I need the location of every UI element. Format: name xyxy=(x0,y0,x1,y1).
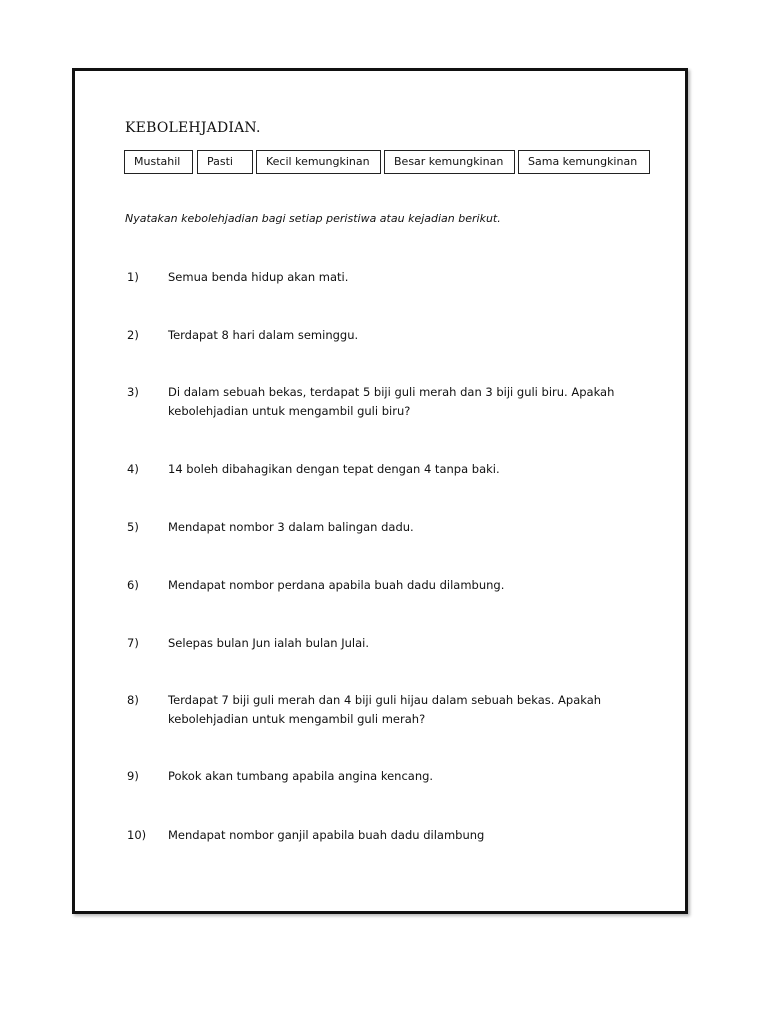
question-text: Mendapat nombor 3 dalam balingan dadu. xyxy=(168,520,414,534)
question-number: 4) xyxy=(127,462,139,476)
question-text: Pokok akan tumbang apabila angina kencang. xyxy=(168,769,434,783)
worksheet-title: KEBOLEHJADIAN. xyxy=(125,120,261,136)
question-text: Terdapat 7 biji guli merah dan 4 biji guli hijau dalam sebuah bekas. Apakah kebolehjadian untuk mengambil guli merah? xyxy=(168,693,602,726)
question-number: 6) xyxy=(127,578,139,592)
option-box-mustahil: Mustahil xyxy=(124,150,193,174)
question-number: 9) xyxy=(127,769,139,783)
page-border-frame xyxy=(72,68,688,914)
question-text: Mendapat nombor perdana apabila buah dadu dilambung. xyxy=(168,578,505,592)
question-number: 8) xyxy=(127,693,139,707)
question-text: Selepas bulan Jun ialah bulan Julai. xyxy=(168,636,370,650)
question-text: Mendapat nombor ganjil apabila buah dadu dilambung xyxy=(168,828,485,842)
option-box-besar-kemungkinan: Besar kemungkinan xyxy=(384,150,515,174)
question-number: 5) xyxy=(127,520,139,534)
question-text: Di dalam sebuah bekas, terdapat 5 biji guli merah dan 3 biji guli biru. Apakah kebolehjadian untuk mengambil guli biru? xyxy=(168,385,615,418)
question-number: 3) xyxy=(127,385,139,399)
question-number: 1) xyxy=(127,270,139,284)
instruction-text: Nyatakan kebolehjadian bagi setiap peristiwa atau kejadian berikut. xyxy=(125,212,501,225)
question-number: 7) xyxy=(127,636,139,650)
question-text: Semua benda hidup akan mati. xyxy=(168,270,349,284)
question-number: 2) xyxy=(127,328,139,342)
option-box-pasti: Pasti xyxy=(197,150,253,174)
question-text: Terdapat 8 hari dalam seminggu. xyxy=(168,328,359,342)
question-text: 14 boleh dibahagikan dengan tepat dengan 4 tanpa baki. xyxy=(168,462,500,476)
option-box-kecil-kemungkinan: Kecil kemungkinan xyxy=(256,150,381,174)
option-box-sama-kemungkinan: Sama kemungkinan xyxy=(518,150,650,174)
question-number: 10) xyxy=(127,828,147,842)
